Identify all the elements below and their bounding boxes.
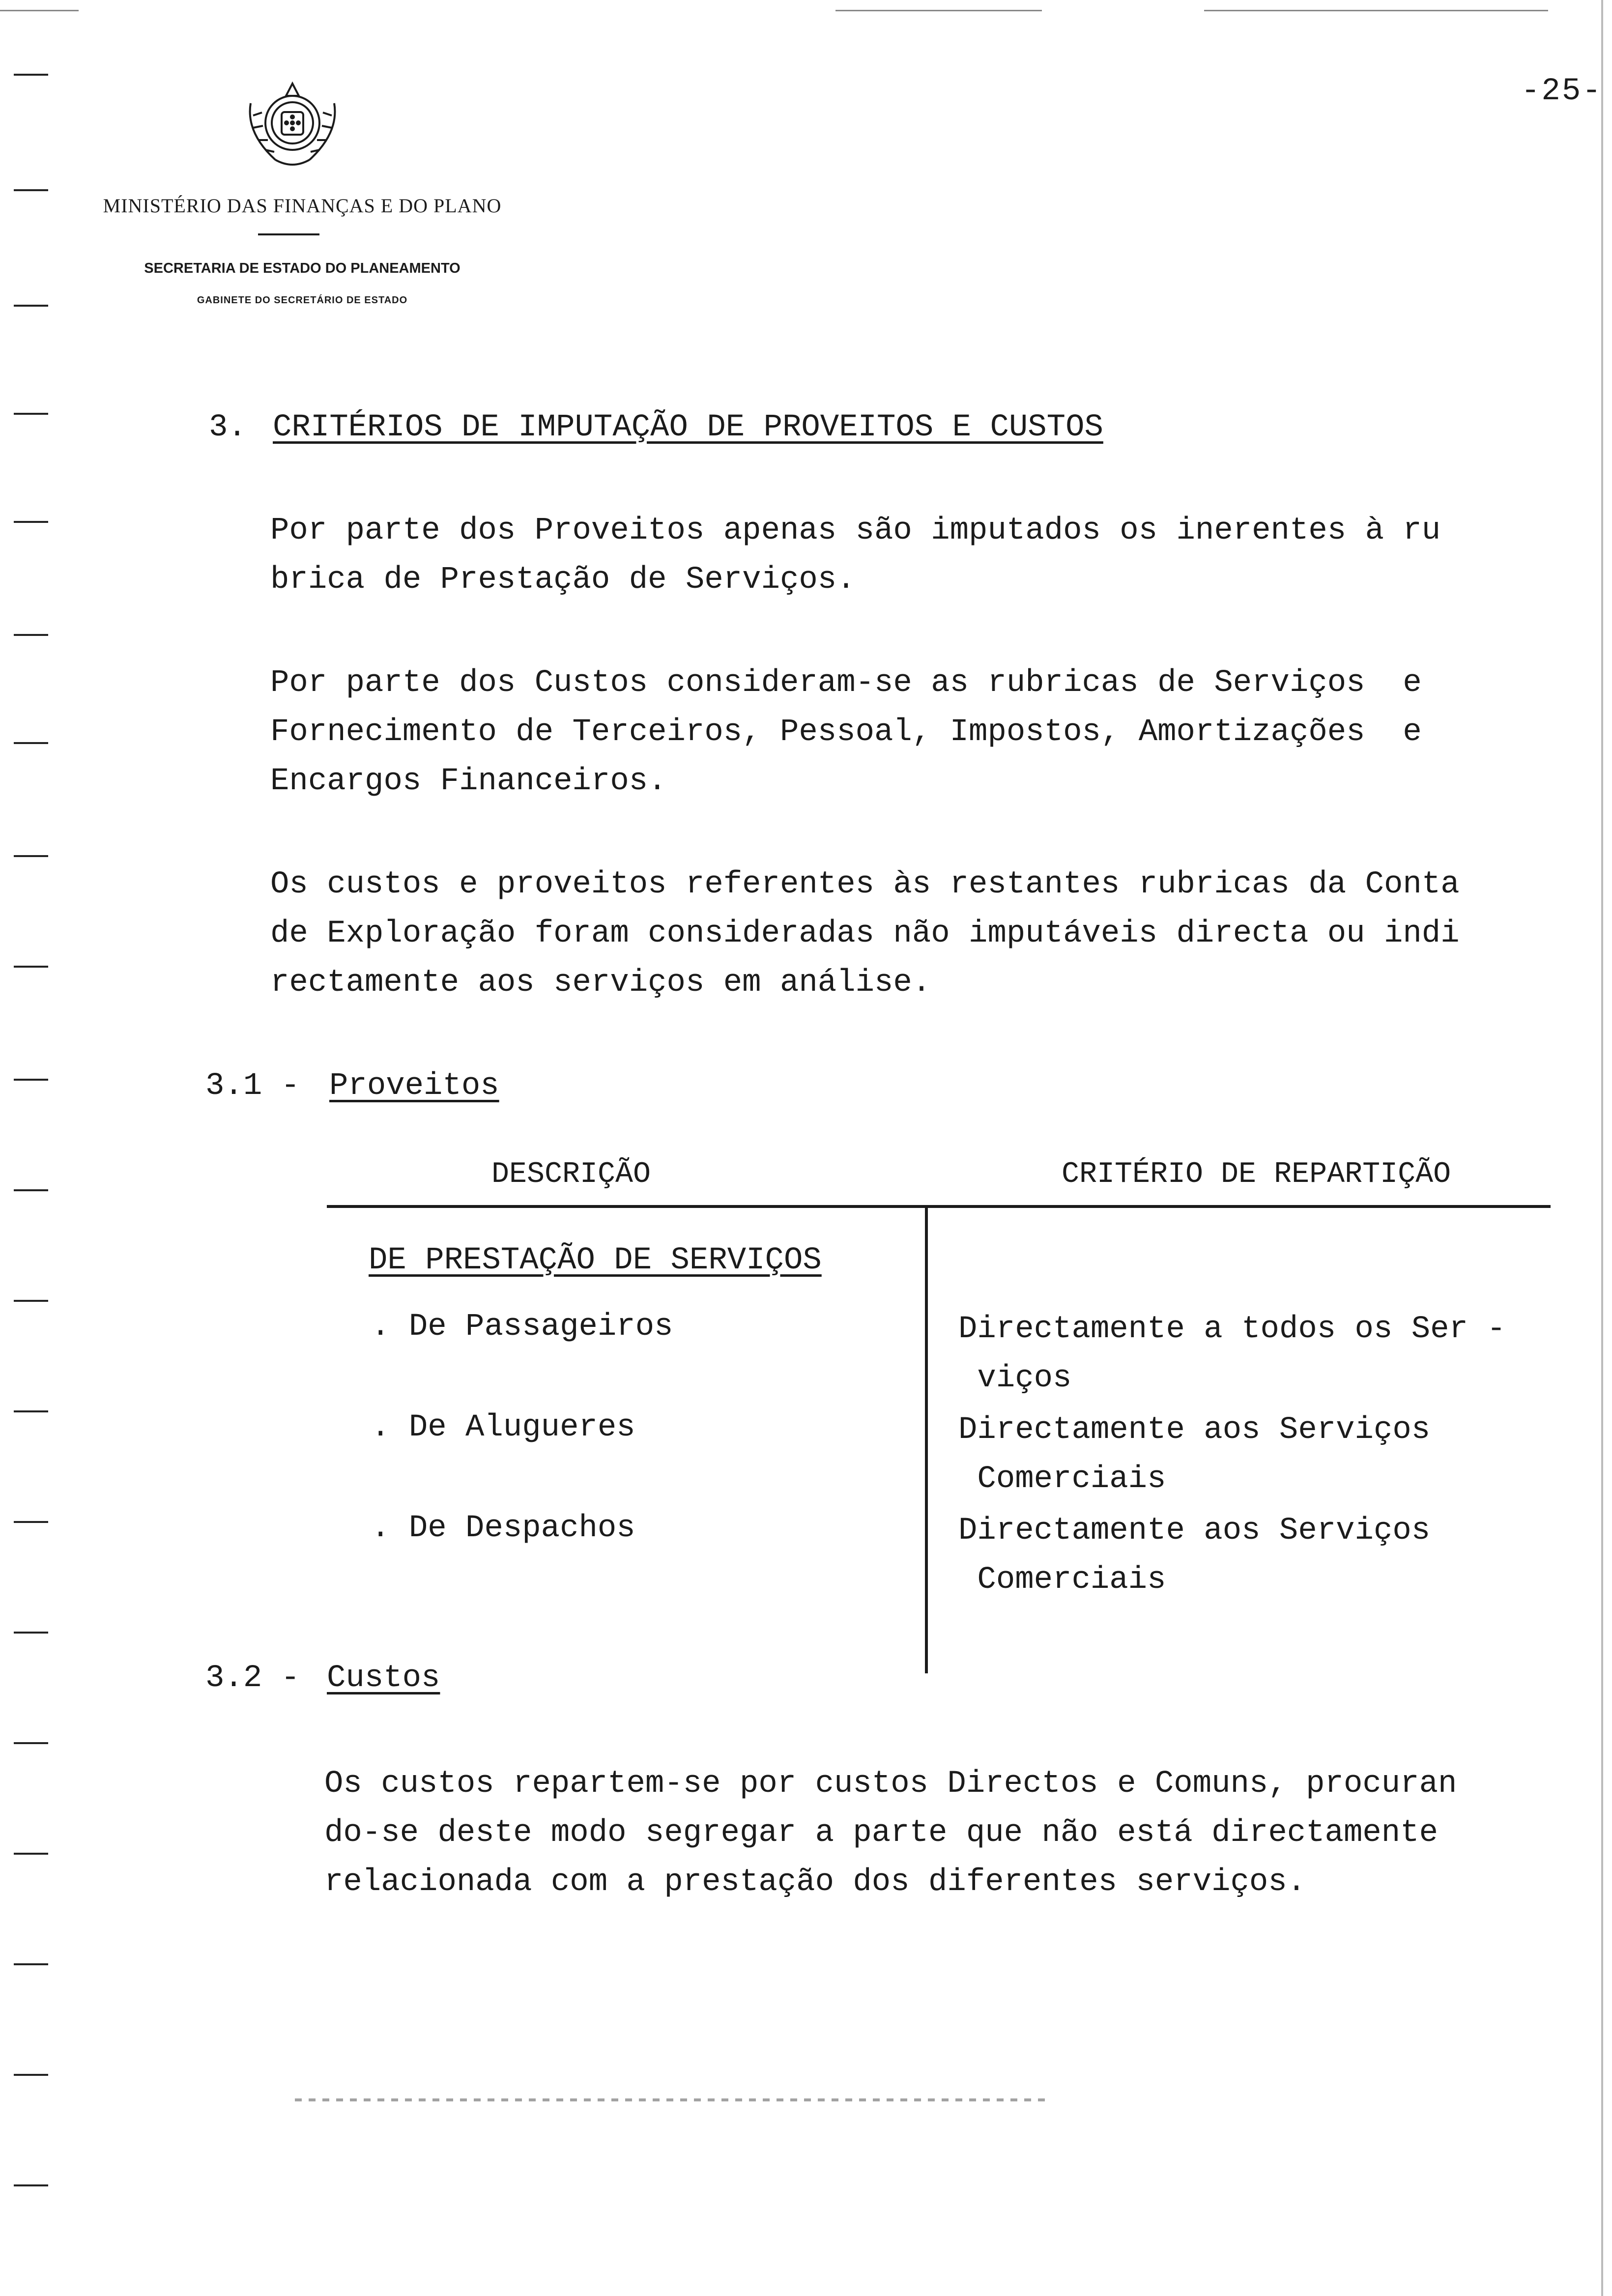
section-number: 3.	[209, 410, 247, 445]
margin-tick	[14, 1189, 48, 1191]
subsection-title: Custos	[327, 1661, 440, 1696]
scan-edge-line	[1601, 0, 1603, 2296]
margin-tick	[14, 1410, 48, 1412]
secretariat-name: SECRETARIA DE ESTADO DO PLANEAMENTO	[144, 260, 461, 276]
table-row-criterio: Comerciais	[958, 1462, 1166, 1497]
margin-tick	[14, 2184, 48, 2186]
paragraph-line: Os custos repartem-se por custos Directos e Comuns, procuran	[324, 1766, 1457, 1802]
margin-tick	[14, 1632, 48, 1634]
margin-tick	[14, 634, 48, 636]
table-row-descricao: . De Despachos	[371, 1511, 635, 1546]
table-column-rule	[925, 1206, 928, 1673]
margin-tick	[14, 1300, 48, 1302]
subsection-number: 3.2 -	[205, 1661, 300, 1696]
column-header-descricao: DESCRIÇÃO	[491, 1158, 651, 1191]
paragraph-line: Encargos Financeiros.	[270, 764, 667, 799]
office-name: GABINETE DO SECRETÁRIO DE ESTADO	[197, 295, 408, 306]
table-row-criterio: Comerciais	[958, 1562, 1166, 1598]
table-row-descricao: . De Alugueres	[371, 1410, 635, 1445]
margin-tick	[14, 2074, 48, 2076]
paragraph-line: Por parte dos Proveitos apenas são imputados os inerentes à ru	[270, 513, 1441, 548]
margin-tick	[14, 305, 48, 307]
margin-tick	[14, 855, 48, 857]
paragraph-line: brica de Prestação de Serviços.	[270, 562, 856, 598]
margin-tick	[14, 1521, 48, 1523]
paragraph-line: rectamente aos serviços em análise.	[270, 965, 931, 1001]
paragraph-line: de Exploração foram consideradas não imputáveis directa ou indi	[270, 916, 1460, 951]
divider	[258, 233, 319, 235]
table-row-criterio: Directamente a todos os Ser -	[958, 1312, 1506, 1347]
margin-tick	[14, 189, 48, 191]
margin-tick	[14, 966, 48, 968]
table-row-criterio: viços	[958, 1361, 1072, 1396]
table-row-criterio: Directamente aos Serviços	[958, 1412, 1431, 1448]
subsection-number: 3.1 -	[205, 1068, 300, 1104]
margin-tick	[14, 1742, 48, 1744]
margin-tick	[14, 742, 48, 744]
paragraph-line: do-se deste modo segregar a parte que não está directamente	[324, 1815, 1438, 1851]
paragraph-line: Os custos e proveitos referentes às restantes rubricas da Conta	[270, 867, 1460, 902]
margin-tick	[14, 74, 48, 76]
table-row-descricao: . De Passageiros	[371, 1309, 673, 1345]
ministry-name: MINISTÉRIO DAS FINANÇAS E DO PLANO	[103, 195, 502, 217]
page-number: -25-	[1521, 74, 1603, 109]
subsection-title: Proveitos	[329, 1068, 499, 1104]
scan-noise	[295, 2098, 1047, 2101]
margin-tick	[14, 413, 48, 415]
scan-edge-line	[0, 10, 79, 11]
paragraph-line: relacionada com a prestação dos diferentes serviços.	[324, 1865, 1306, 1900]
coat-of-arms-icon	[231, 69, 354, 174]
scan-edge-line	[835, 10, 1042, 11]
section-title: CRITÉRIOS DE IMPUTAÇÃO DE PROVEITOS E CUSTOS	[273, 410, 1103, 445]
margin-tick	[14, 1963, 48, 1965]
table-row-criterio: Directamente aos Serviços	[958, 1513, 1431, 1549]
scan-edge-line	[1204, 10, 1548, 11]
margin-tick	[14, 521, 48, 523]
table-header-rule	[327, 1205, 1551, 1208]
paragraph-line: Por parte dos Custos consideram-se as rubricas de Serviços e	[270, 665, 1422, 701]
column-header-criterio: CRITÉRIO DE REPARTIÇÃO	[1062, 1158, 1451, 1191]
paragraph-line: Fornecimento de Terceiros, Pessoal, Impostos, Amortizações e	[270, 715, 1422, 750]
margin-tick	[14, 1853, 48, 1855]
margin-tick	[14, 1079, 48, 1081]
table-group-title: DE PRESTAÇÃO DE SERVIÇOS	[369, 1243, 822, 1278]
